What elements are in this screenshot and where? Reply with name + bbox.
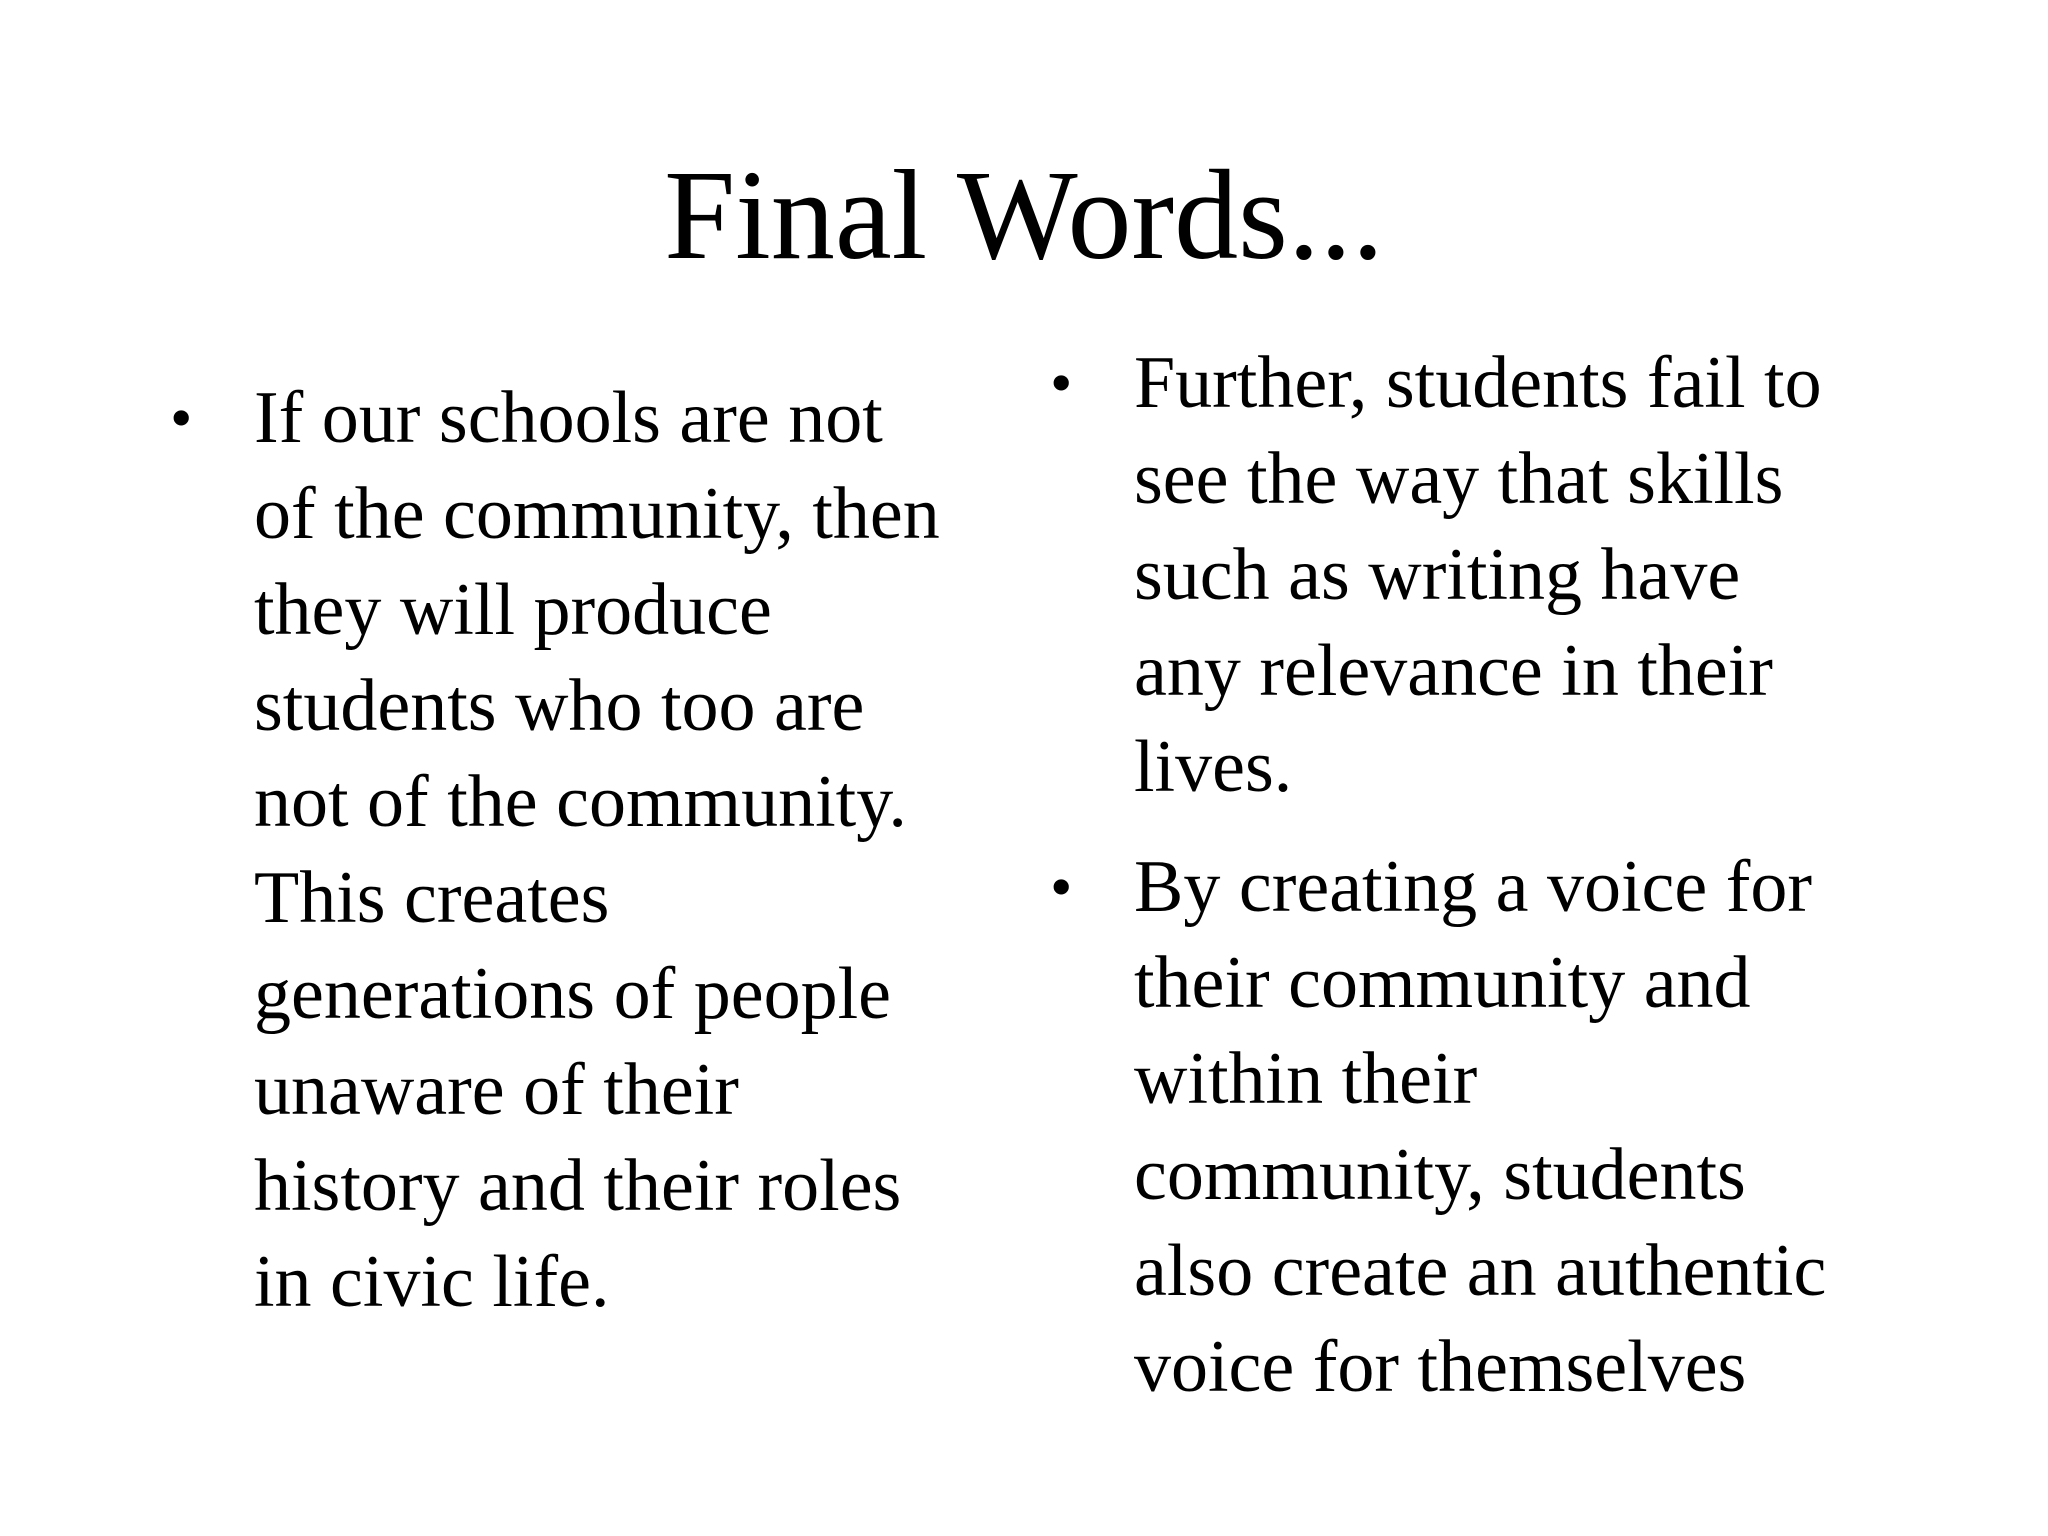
slide-title: Final Words... [664, 144, 1384, 286]
bullet-dot-icon: • [170, 382, 193, 453]
right-bullet-list [1050, 335, 1900, 1439]
bullet-item-skills [1050, 335, 1900, 815]
bullet-dot-icon: • [1050, 347, 1073, 418]
bullet-text: By creating a voice for their community and within their community, students also create an authentic voice for themselves [1134, 846, 1827, 1408]
bullet-dot-icon: • [1050, 851, 1073, 922]
left-bullet-list [170, 370, 1010, 1354]
bullet-item-schools [170, 370, 1010, 1330]
bullet-text: Further, students fail to see the way that skills such as writing have any relevance in their lives. [1134, 342, 1822, 808]
bullet-item-voice [1050, 839, 1900, 1415]
bullet-text: If our schools are not of the community, then they will produce students who too are not of the community. This creates generations of people unaware of their history and their roles in civic life. [254, 377, 940, 1323]
